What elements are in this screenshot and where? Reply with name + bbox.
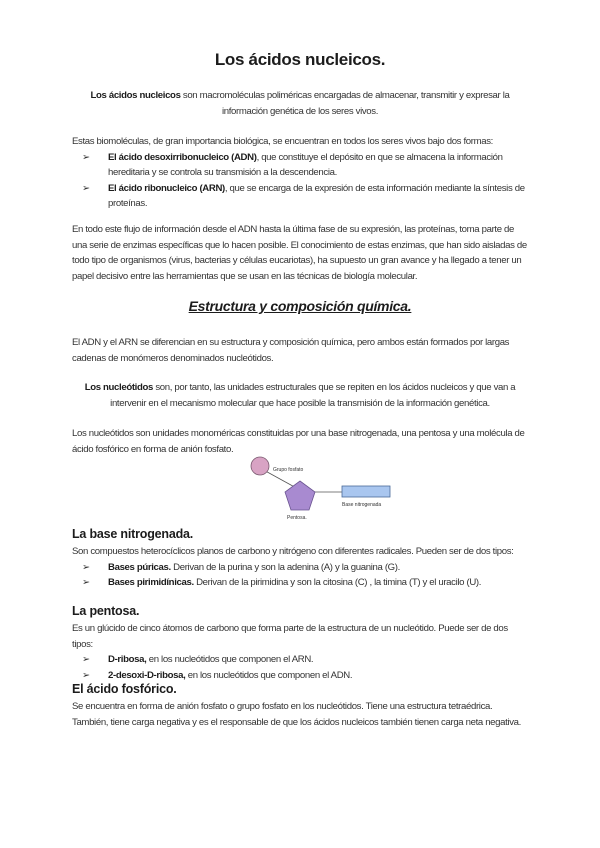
nitrogenous-base-rect	[342, 486, 390, 497]
monomer-paragraph: Los nucleótidos son unidades monoméricas constituidas por una base nitrogenada, una pentosa y una molécula de ácido fosfórico en forma de anión fosfato.	[72, 428, 525, 455]
list-item-text: en los nucleótidos que componen el ADN.	[185, 669, 353, 681]
intro-paragraph	[72, 88, 528, 119]
forms-list	[72, 150, 528, 212]
pentose-block	[72, 621, 528, 683]
phosphate-group-circle	[251, 457, 269, 475]
list-item-text: Derivan de la purina y son la adenina (A) y la guanina (G).	[170, 561, 400, 573]
pentose-pentagon	[285, 481, 315, 510]
arrow-bullet-icon: ➢	[82, 561, 90, 573]
list-item-term: D-ribosa,	[108, 654, 147, 665]
forms-lead: Estas biomoléculas, de gran importancia biológica, se encuentran en todos los seres vivos bajo dos formas:	[72, 136, 493, 147]
pentose-list	[72, 652, 528, 683]
phosphoric-text: Se encuentra en forma de anión fosfato o grupo fosfato en los nucleótidos. Tiene una estructura tetraédrica. También, tiene carga negativa y es el responsable de que los ácidos nucleicos también tienen carga neta negativa.	[72, 701, 521, 728]
phosphate-label: Grupo fosfato	[273, 467, 304, 473]
pentose-text: Es un glúcido de cinco átomos de carbono que forma parte de la estructura de un nucleótido. Puede ser de dos tipos:	[72, 623, 508, 650]
pentose-label: Pentosa.	[287, 515, 307, 521]
list-item	[72, 150, 528, 181]
structure-paragraph: El ADN y el ARN se diferencian en su estructura y composición química, pero ambos están formados por largas cadenas de monómeros denominados nucleótidos.	[72, 337, 510, 364]
base-label: Base nitrogenada	[342, 502, 382, 508]
list-item	[72, 652, 528, 668]
arrow-bullet-icon: ➢	[82, 151, 90, 163]
list-item	[72, 668, 528, 684]
base-list	[72, 560, 528, 591]
list-item-term: Bases púricas.	[108, 561, 171, 573]
nucleotides-definition	[72, 380, 528, 411]
list-item-term: Bases pirimidínicas.	[108, 577, 194, 588]
list-item	[72, 560, 528, 576]
intro-term: Los ácidos nucleicos	[90, 90, 181, 101]
base-heading: La base nitrogenada.	[72, 527, 194, 541]
base-block	[72, 544, 528, 591]
flow-paragraph: En todo este flujo de información desde el ADN hasta la última fase de su expresión, las proteínas, toma parte de una serie de enzimas específicas que lo hacen posible. El conocimiento de estas enzimas, que han sido aisladas de todo tipo de organismos (virus, bacterias y células eucariotas), ha supuesto un gran avance y ha llegado a tener un papel decisivo entre las herramientas que se usan en las técnicas de biología molecular.	[72, 224, 527, 282]
arrow-bullet-icon: ➢	[82, 669, 90, 681]
list-item	[72, 575, 528, 591]
nucleotides-term: Los nucleótidos	[84, 382, 153, 393]
list-item-term: El ácido desoxirribonucleico (ADN)	[108, 151, 257, 163]
nucleotide-diagram	[248, 452, 398, 524]
list-item-text: , que se encarga de la expresión de esta información mediante la síntesis de proteínas.	[108, 182, 525, 209]
arrow-bullet-icon: ➢	[82, 654, 90, 665]
list-item-text: en los nucleótidos que componen el ARN.	[146, 654, 314, 665]
arrow-bullet-icon: ➢	[82, 577, 90, 588]
list-item-term: El ácido ribonucleico (ARN)	[108, 182, 225, 194]
pentose-heading: La pentosa.	[72, 604, 140, 618]
base-text: Son compuestos heterocíclicos planos de carbono y nitrógeno con diferentes radicales. Pueden ser de dos tipos:	[72, 546, 514, 557]
list-item-text: Derivan de la pirimidina y son la citosina (C) , la timina (T) y el uracilo (U).	[193, 577, 482, 588]
list-item	[72, 181, 528, 212]
arrow-bullet-icon: ➢	[82, 182, 90, 194]
forms-block	[72, 134, 528, 212]
section-title: Estructura y composición química.	[188, 298, 412, 314]
list-item-text: , que constituye el depósito en que se almacena la información hereditaria y se controla su transmisión a la descendencia.	[108, 151, 503, 178]
page-title: Los ácidos nucleicos.	[214, 50, 386, 69]
nucleotides-text: son, por tanto, las unidades estructurales que se repiten en los ácidos nucleicos y que van a intervenir en el mecanismo molecular que hace posible la transmisión de la información genética.	[110, 382, 516, 409]
intro-text: son macromoléculas poliméricas encargadas de almacenar, transmitir y expresar la información genética de los seres vivos.	[180, 90, 510, 117]
list-item-term: 2-desoxi-D-ribosa,	[108, 669, 186, 681]
phosphoric-heading: El ácido fosfórico.	[72, 682, 177, 696]
